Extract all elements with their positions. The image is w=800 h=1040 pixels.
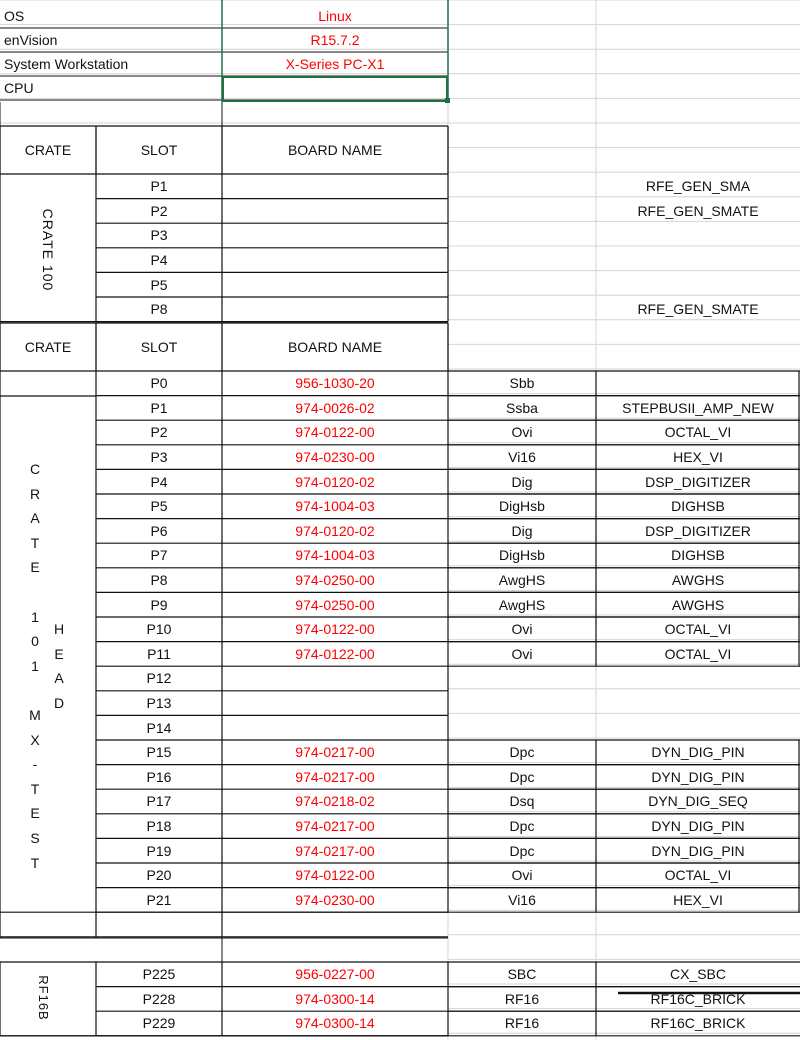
header-slot-2: SLOT [140, 339, 178, 355]
rf16b-part-0[interactable]: 956-0227-00 [295, 966, 375, 983]
crate101-slot-13: P13 [146, 695, 172, 712]
crate101-slot-12: P12 [146, 670, 172, 687]
crate101-part-6[interactable]: 974-0120-02 [295, 522, 375, 539]
crate101-board-5[interactable]: DIGHSB [671, 498, 725, 515]
crate101-slot-9: P9 [150, 596, 168, 613]
crate101-slot-4: P4 [150, 473, 168, 490]
crate101-part-17[interactable]: 974-0218-02 [295, 793, 375, 810]
c101col1-char-13: T [30, 780, 40, 797]
crate100-part-2[interactable] [222, 223, 448, 248]
rf16b-label: RF16B [36, 975, 52, 1021]
crate101-slot-0: P0 [150, 375, 168, 392]
crate100-board-3[interactable] [596, 248, 800, 273]
crate101-part-2[interactable]: 974-0122-00 [295, 424, 375, 441]
crate100-type-2[interactable] [448, 223, 596, 248]
c101col1-char-11: X [30, 731, 40, 748]
rf16b-slot-1: P228 [142, 990, 176, 1007]
info-value-2[interactable]: X-Series PC-X1 [285, 56, 385, 72]
crate100-part-4[interactable] [222, 272, 448, 297]
header-slot-1: SLOT [140, 142, 178, 158]
crate101-part-3[interactable]: 974-0230-00 [295, 449, 375, 466]
crate101-part-20[interactable]: 974-0122-00 [295, 867, 375, 884]
crate100-slot-5: P8 [150, 301, 168, 318]
crate101-board-1[interactable]: STEPBUSII_AMP_NEW [622, 399, 774, 416]
rf16b-slot-2: P229 [142, 1015, 176, 1032]
rf16b-part-1[interactable]: 974-0300-14 [295, 990, 375, 1007]
crate101-part-4[interactable]: 974-0120-02 [295, 473, 375, 490]
crate101-board-15[interactable]: DYN_DIG_PIN [651, 744, 745, 761]
crate101-slot-21: P21 [146, 891, 172, 908]
crate101-part-12[interactable] [222, 666, 448, 691]
crate101-board-9[interactable]: AWGHS [671, 596, 725, 613]
rf16b-slot-0: P225 [142, 966, 176, 983]
fill-handle[interactable] [445, 98, 450, 103]
crate100-slot-3: P4 [150, 252, 168, 269]
crate101-part-19[interactable]: 974-0217-00 [295, 842, 375, 859]
crate101-board-21[interactable]: HEX_VI [673, 891, 723, 908]
crate101-type-4[interactable]: Dig [511, 473, 533, 490]
crate101-type-6[interactable]: Dig [511, 522, 533, 539]
rf16b-board-2[interactable]: RF16C_BRICK [650, 1015, 746, 1032]
crate101-part-21[interactable]: 974-0230-00 [295, 891, 375, 908]
c101col1-char-6: 1 [31, 608, 39, 625]
crate100-board-4[interactable] [596, 272, 800, 297]
crate101-slot-11: P11 [147, 645, 171, 662]
crate-101-label [26, 457, 44, 875]
crate101-type-15[interactable]: Dpc [509, 744, 535, 761]
crate101-slot-10: P10 [146, 621, 172, 638]
crate100-part-3[interactable] [222, 248, 448, 273]
rf16b-board-0[interactable]: CX_SBC [669, 966, 727, 983]
info-label-0: OS [4, 8, 25, 24]
crate101-board-11[interactable]: OCTAL_VI [664, 645, 732, 662]
crate101-board-2[interactable]: OCTAL_VI [664, 424, 732, 441]
info-label-2: System Workstation [4, 56, 129, 72]
c101col1-char-1: R [29, 485, 41, 502]
crate101-board-18[interactable]: DYN_DIG_PIN [651, 818, 745, 835]
c101col2-char-0: H [53, 621, 65, 637]
crate100-slot-0: P1 [150, 178, 168, 195]
crate101-board-20[interactable]: OCTAL_VI [664, 867, 732, 884]
crate101-part-15[interactable]: 974-0217-00 [295, 744, 375, 761]
crate101-part-1[interactable]: 974-0026-02 [295, 399, 375, 416]
crate101-board-7[interactable]: DIGHSB [671, 547, 725, 564]
crate101-type-10[interactable]: Ovi [511, 621, 533, 638]
crate101-slot-3: P3 [150, 449, 168, 466]
crate101-slot-18: P18 [146, 818, 172, 835]
crate101-part-9[interactable]: 974-0250-00 [295, 596, 375, 613]
c101col1-char-2: A [30, 510, 40, 527]
crate101-part-10[interactable]: 974-0122-00 [295, 621, 375, 638]
c101col1-char-7: 0 [31, 633, 39, 650]
crate100-type-5[interactable] [448, 297, 596, 322]
crate101-slot-16: P16 [146, 768, 172, 785]
crate101-board-3[interactable]: HEX_VI [673, 449, 723, 466]
crate100-slot-2: P3 [150, 227, 168, 244]
crate101-type-11[interactable]: Ovi [511, 645, 533, 662]
crate101-part-7[interactable]: 974-1004-03 [295, 547, 375, 564]
rf16b-board-1[interactable]: RF16C_BRICK [650, 990, 746, 1007]
crate101-type-7[interactable]: DigHsb [499, 547, 545, 564]
header-board-name-2: BOARD NAME [287, 339, 383, 355]
crate101-part-18[interactable]: 974-0217-00 [295, 818, 375, 835]
c101col2-char-3: D [53, 694, 65, 711]
crate101-board-16[interactable]: DYN_DIG_PIN [651, 768, 745, 785]
info-value-0[interactable]: Linux [318, 8, 352, 24]
crate101-type-12[interactable] [448, 666, 596, 691]
crate101-board-12[interactable] [596, 666, 800, 691]
crate-100-label: CRATE 100 [40, 208, 56, 292]
crate101-type-21[interactable]: Vi16 [508, 891, 536, 908]
crate100-slot-4: P5 [150, 276, 168, 293]
crate100-type-4[interactable] [448, 272, 596, 297]
crate101-type-9[interactable]: AwgHS [498, 596, 546, 613]
crate101-type-13[interactable] [448, 691, 596, 716]
head-label [50, 617, 68, 715]
selected-cell[interactable] [222, 76, 448, 102]
crate100-part-5[interactable] [222, 297, 448, 322]
crate101-type-0[interactable]: Sbb [509, 375, 535, 392]
crate101-board-17[interactable]: DYN_DIG_SEQ [648, 793, 748, 810]
crate101-board-19[interactable]: DYN_DIG_PIN [651, 842, 745, 859]
crate101-type-18[interactable]: Dpc [509, 818, 535, 835]
crate101-part-0[interactable]: 956-1030-20 [295, 375, 375, 392]
crate101-slot-17: P17 [146, 793, 172, 810]
c101col1-char-10: M [29, 706, 41, 723]
c101col1-char-16: T [30, 854, 40, 871]
crate101-type-2[interactable]: Ovi [511, 424, 533, 441]
crate101-type-16[interactable]: Dpc [509, 768, 535, 785]
crate101-part-8[interactable]: 974-0250-00 [295, 572, 375, 589]
crate101-board-13[interactable] [596, 691, 800, 716]
crate101-part-5[interactable]: 974-1004-03 [295, 498, 375, 515]
info-value-1[interactable]: R15.7.2 [310, 32, 360, 48]
crate101-slot-1: P1 [150, 399, 168, 416]
c101col1-char-4: E [30, 559, 40, 576]
crate101-slot-5: P5 [150, 498, 168, 515]
crate100-type-3[interactable] [448, 248, 596, 273]
crate100-board-1[interactable]: RFE_GEN_SMATE [637, 202, 759, 219]
crate100-type-1[interactable] [448, 199, 596, 224]
crate101-slot-8: P8 [150, 572, 168, 589]
crate101-part-11[interactable]: 974-0122-00 [295, 645, 375, 662]
header-crate-1: CRATE [24, 142, 72, 158]
info-label-3: CPU [4, 80, 34, 96]
rf16b-type-0[interactable]: SBC [507, 966, 537, 983]
header-crate-2: CRATE [24, 339, 72, 355]
crate100-part-1[interactable] [222, 199, 448, 224]
c101col1-char-3: T [30, 534, 40, 551]
c101col1-char-0: C [29, 461, 41, 477]
header-board-name-1: BOARD NAME [287, 142, 383, 158]
crate101-board-14[interactable] [596, 715, 800, 740]
crate101-board-4[interactable]: DSP_DIGITIZER [645, 473, 751, 490]
c101col2-char-2: A [54, 670, 64, 687]
crate101-board-6[interactable]: DSP_DIGITIZER [645, 522, 751, 539]
crate100-board-2[interactable] [596, 223, 800, 248]
crate101-slot-19: P19 [146, 842, 172, 859]
crate101-slot-15: P15 [146, 744, 172, 761]
crate101-type-5[interactable]: DigHsb [499, 498, 545, 515]
crate101-part-14[interactable] [222, 715, 448, 740]
c101col1-char-12: - [32, 756, 38, 773]
crate101-board-8[interactable]: AWGHS [671, 572, 725, 589]
crate101-board-10[interactable]: OCTAL_VI [664, 621, 732, 638]
crate101-type-3[interactable]: Vi16 [508, 449, 536, 466]
rf16b-type-1[interactable]: RF16 [504, 990, 540, 1007]
rf16b-type-2[interactable]: RF16 [504, 1015, 540, 1032]
crate101-type-19[interactable]: Dpc [509, 842, 535, 859]
info-label-1: enVision [4, 32, 58, 48]
crate101-type-17[interactable]: Dsq [509, 793, 535, 810]
crate101-slot-14: P14 [146, 719, 172, 736]
crate101-slot-20: P20 [146, 867, 172, 884]
c101col1-char-14: E [30, 805, 40, 822]
crate101-part-13[interactable] [222, 691, 448, 716]
crate100-type-0[interactable] [448, 174, 596, 199]
crate101-board-0[interactable] [596, 371, 800, 396]
crate101-part-16[interactable]: 974-0217-00 [295, 768, 375, 785]
c101col1-char-15: S [30, 829, 40, 846]
crate101-type-14[interactable] [448, 715, 596, 740]
crate101-slot-2: P2 [150, 424, 168, 441]
c101col2-char-1: E [54, 645, 64, 662]
rf16b-part-2[interactable]: 974-0300-14 [295, 1015, 375, 1032]
crate100-board-0[interactable]: RFE_GEN_SMA [645, 178, 751, 195]
crate101-type-1[interactable]: Ssba [506, 399, 538, 416]
crate101-type-20[interactable]: Ovi [511, 867, 533, 884]
crate100-slot-1: P2 [150, 202, 168, 219]
crate101-type-8[interactable]: AwgHS [498, 572, 546, 589]
crate100-board-5[interactable]: RFE_GEN_SMATE [637, 301, 759, 318]
c101col1-char-8: 1 [31, 657, 39, 674]
crate101-slot-7: P7 [150, 547, 168, 564]
crate100-part-0[interactable] [222, 174, 448, 199]
crate101-slot-6: P6 [150, 522, 168, 539]
